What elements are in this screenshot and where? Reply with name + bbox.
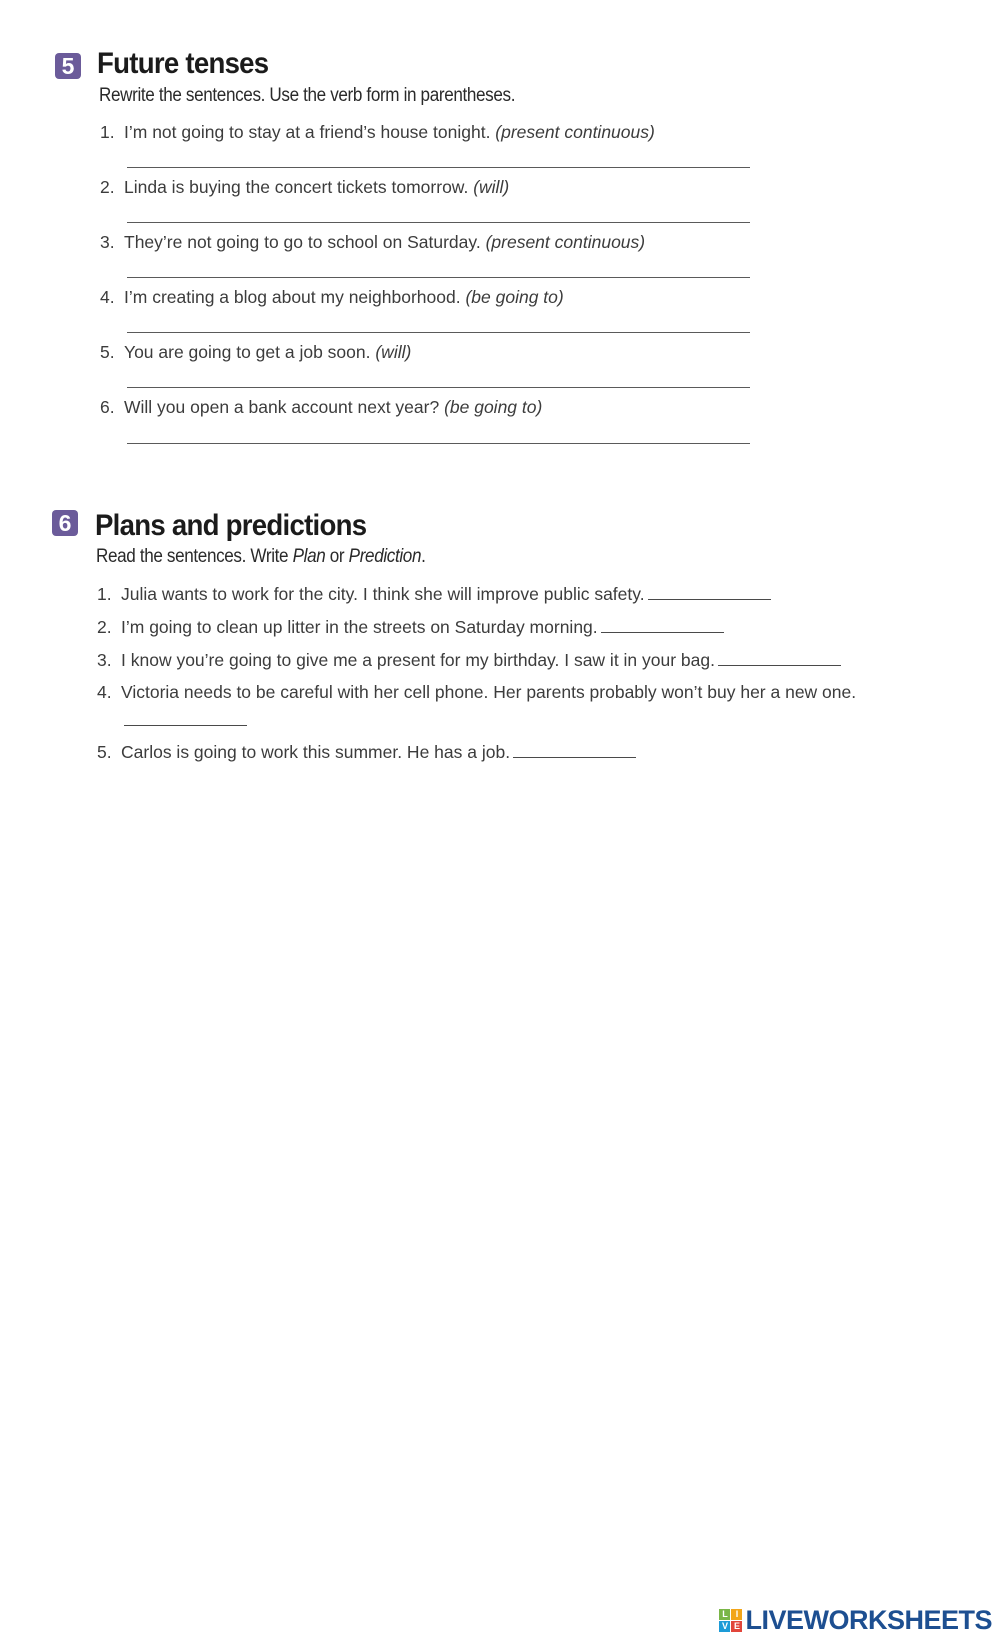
item-hint: (will) (473, 177, 510, 197)
item-hint: (be going to) (444, 397, 543, 417)
section-title: Plans and predictions (95, 509, 367, 542)
section-instruction: Rewrite the sentences. Use the verb form in parentheses. (99, 85, 516, 106)
exercise-item (97, 742, 636, 763)
exercise-item (100, 177, 509, 198)
answer-line[interactable] (127, 222, 750, 223)
item-text: I’m creating a blog about my neighborhood. (124, 287, 466, 307)
item-text: I know you’re going to give me a present for my birthday. I saw it in your bag. (121, 650, 715, 670)
logo-mark-letter: E (731, 1621, 742, 1632)
section-instruction (96, 546, 426, 568)
answer-blank[interactable] (124, 711, 247, 726)
item-text: They’re not going to go to school on Saturday. (124, 232, 486, 252)
instruction-text: . (421, 546, 426, 567)
item-text: Linda is buying the concert tickets tomorrow. (124, 177, 474, 197)
item-number: 1. (97, 584, 112, 604)
section-title: Future tenses (97, 47, 269, 80)
answer-line[interactable] (127, 167, 750, 168)
logo-mark-letter: V (719, 1621, 730, 1632)
item-number: 1. (100, 122, 115, 142)
item-text: Victoria needs to be careful with her cell phone. Her parents probably won’t buy her a new one. (121, 682, 857, 702)
exercise-item (100, 342, 411, 363)
item-text: Julia wants to work for the city. I think she will improve public safety. (121, 584, 645, 604)
item-number: 2. (100, 177, 115, 197)
answer-blank[interactable] (718, 651, 841, 666)
item-hint: (be going to) (465, 287, 564, 307)
item-hint: (will) (375, 342, 412, 362)
instruction-text: or (325, 546, 349, 567)
exercise-item (97, 617, 724, 638)
item-hint: (present continuous) (495, 122, 655, 142)
item-number: 5. (97, 742, 112, 762)
answer-blank[interactable] (513, 743, 636, 758)
logo-mark-letter: L (719, 1609, 730, 1620)
item-text: You are going to get a job soon. (124, 342, 376, 362)
instruction-text: Read the sentences. Write (96, 546, 293, 567)
item-hint: (present continuous) (485, 232, 646, 252)
answer-line[interactable] (127, 277, 750, 278)
item-text: I’m going to clean up litter in the streets on Saturday morning. (121, 617, 598, 637)
instruction-word-prediction: Prediction (348, 546, 422, 567)
item-text-wrap (121, 678, 887, 734)
answer-line[interactable] (127, 387, 750, 388)
logo-mark-letter: I (731, 1609, 742, 1620)
logo-mark-icon (719, 1609, 742, 1632)
liveworksheets-logo (719, 1605, 992, 1635)
answer-blank[interactable] (601, 618, 724, 633)
exercise-item (97, 584, 771, 605)
logo-text: LIVEWORKSHEETS (745, 1604, 992, 1635)
exercise-item (100, 287, 564, 308)
item-number: 5. (100, 342, 115, 362)
answer-blank[interactable] (648, 585, 771, 600)
exercise-item (97, 650, 841, 671)
section-number-badge: 6 (52, 510, 78, 536)
item-number: 3. (100, 232, 115, 252)
item-text: Carlos is going to work this summer. He has a job. (121, 742, 511, 762)
item-number: 6. (100, 397, 115, 417)
exercise-item (100, 397, 542, 418)
exercise-item (100, 232, 645, 253)
answer-line[interactable] (127, 443, 750, 444)
section-number-badge: 5 (55, 53, 81, 79)
item-text: I’m not going to stay at a friend’s house tonight. (124, 122, 496, 142)
instruction-word-plan: Plan (292, 546, 326, 567)
item-number: 4. (100, 287, 115, 307)
answer-line[interactable] (127, 332, 750, 333)
item-number: 2. (97, 617, 112, 637)
exercise-item (97, 678, 887, 734)
item-number: 4. (97, 682, 112, 702)
item-text: Will you open a bank account next year? (124, 397, 445, 417)
item-number: 3. (97, 650, 112, 670)
exercise-item (100, 122, 655, 143)
